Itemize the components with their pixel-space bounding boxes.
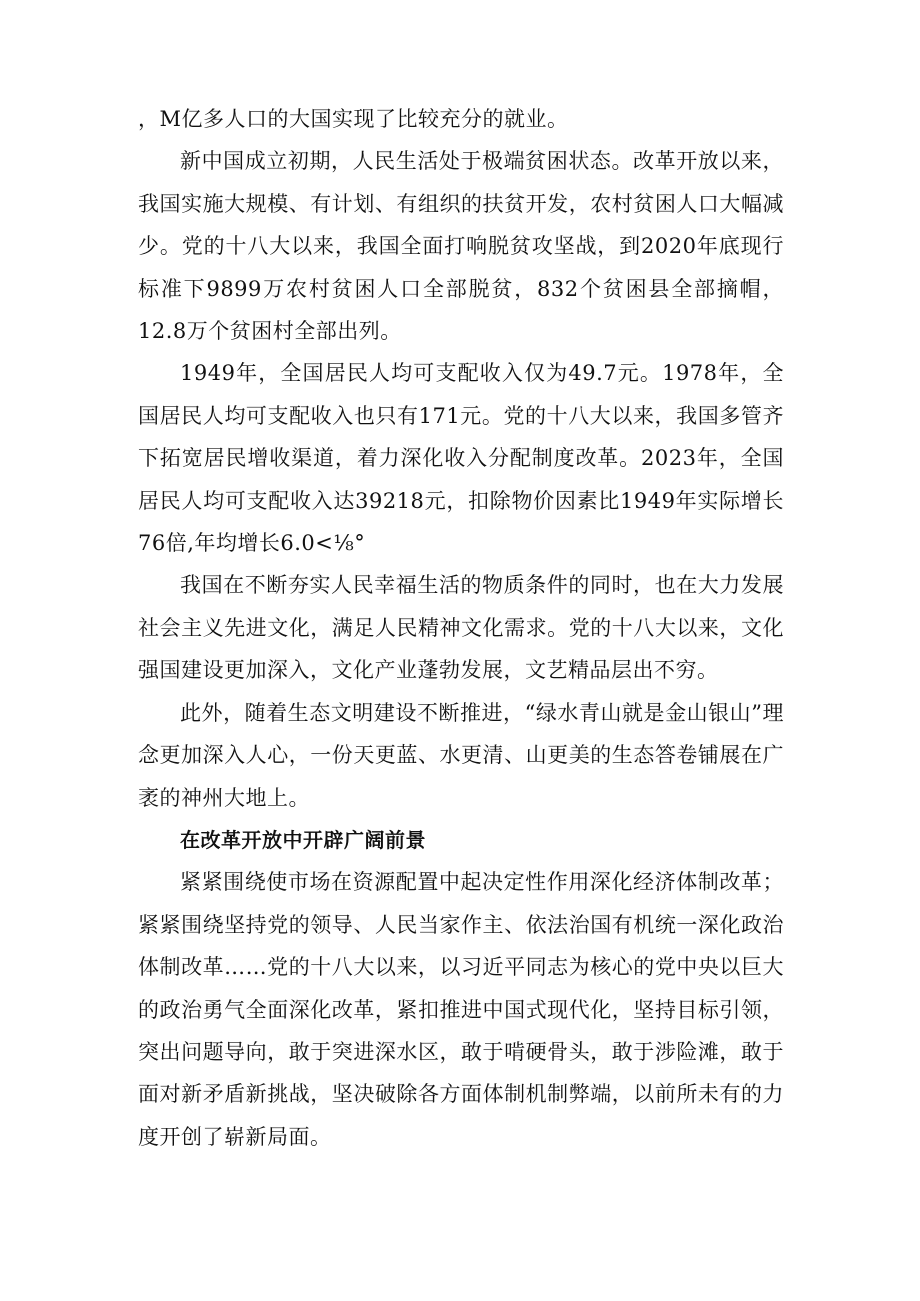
- document-page: [138, 98, 784, 1158]
- paragraph-ecology: 此外，随着生态文明建设不断推进，“绿水青山就是金山银山”理念更加深入人心，一份天更蓝、水更清、山更美的生态答卷铺展在广袤的神州大地上。: [138, 700, 784, 810]
- paragraph-continuation: ，M亿多人口的大国实现了比较充分的就业。: [138, 107, 569, 131]
- paragraph-reform: 紧紧围绕使市场在资源配置中起决定性作用深化经济体制改革；紧紧围绕坚持党的领导、人民当家作主、依法治国有机统一深化政治体制改革……党的十八大以来，以习近平同志为核心的党中央以巨大的政治勇气全面深化改革，紧扣推进中国式现代化，坚持目标引领，突出问题导向，敢于突进深水区，敢于啃硬骨头，敢于涉险滩，敢于面对新矛盾新挑战，坚决破除各方面体制机制弊端，以前所未有的力度开创了崭新局面。: [138, 870, 784, 1149]
- paragraph-poverty-alleviation: 新中国成立初期，人民生活处于极端贫困状态。改革开放以来，我国实施大规模、有计划、有组织的扶贫开发，农村贫困人口大幅减少。党的十八大以来，我国全面打响脱贫攻坚战，到2020年底现行标准下9899万农村贫困人口全部脱贫，832个贫困县全部摘帽，12.8万个贫困村全部出列。: [138, 149, 784, 344]
- paragraph-culture: 我国在不断夯实人民幸福生活的物质条件的同时，也在大力发展社会主义先进文化，满足人民精神文化需求。党的十八大以来，文化强国建设更加深入，文化产业蓬勃发展，文艺精品层出不穷。: [138, 573, 784, 683]
- paragraph-income: 1949年，全国居民人均可支配收入仅为49.7元。1978年，全国居民人均可支配收入也只有171元。党的十八大以来，我国多管齐下拓宽居民增收渠道，着力深化收入分配制度改革。2023年，全国居民人均可支配收入达39218元，扣除物价因素比1949年实际增长76倍,年均增长6.0<⅛°: [138, 361, 784, 556]
- section-heading: 在改革开放中开辟广阔前景: [180, 827, 426, 852]
